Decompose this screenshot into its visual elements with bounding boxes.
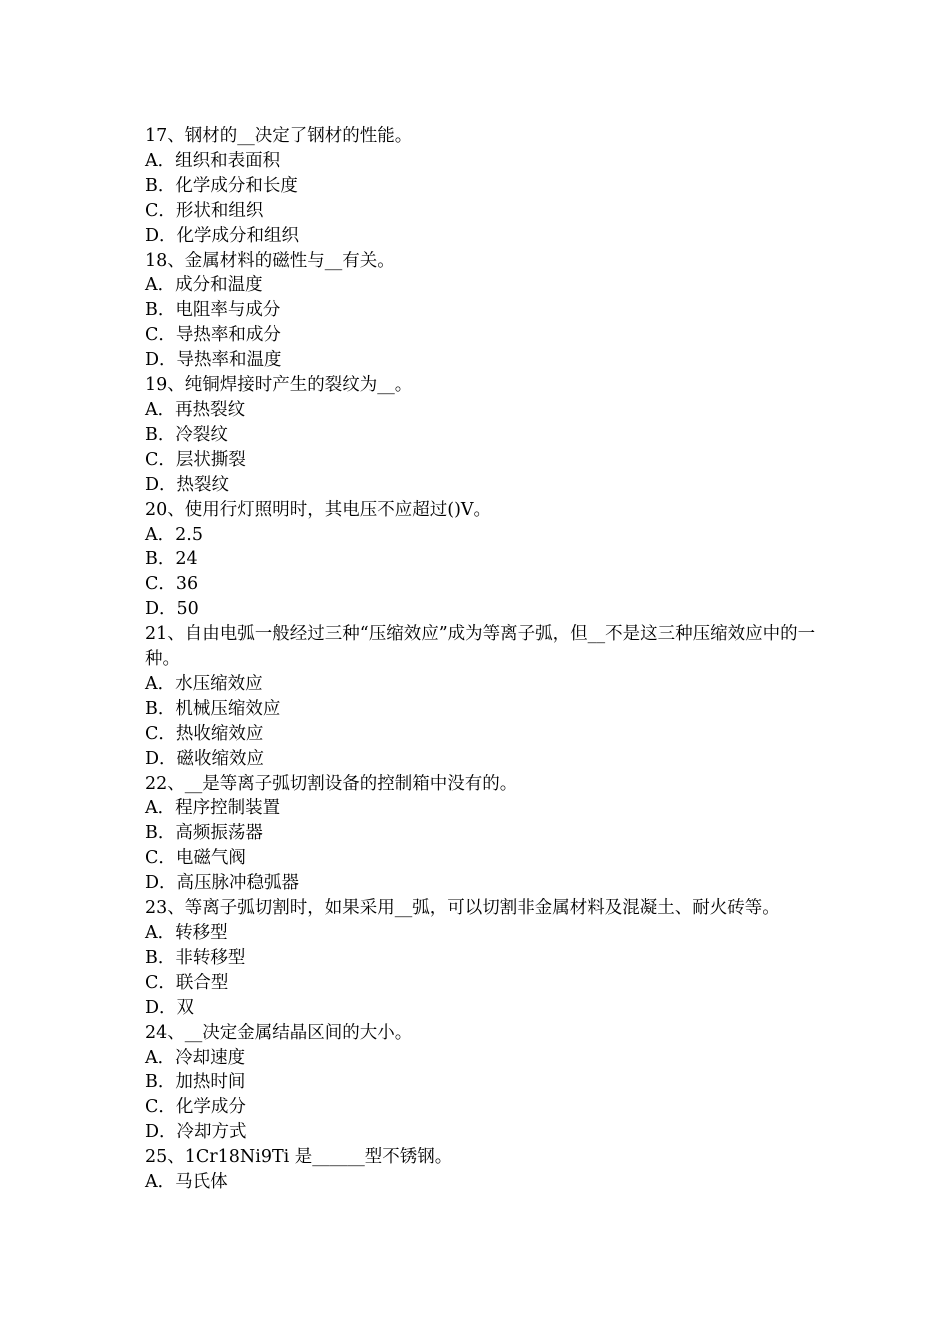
option-b [145, 697, 817, 722]
option-b [145, 547, 817, 572]
option-text: 化学成分 [175, 1097, 246, 1118]
option-text: 双 [176, 997, 195, 1018]
option-d [145, 473, 817, 498]
question-19 [145, 373, 817, 498]
option-a [145, 921, 817, 946]
question-21 [145, 622, 817, 771]
option-b [145, 1070, 817, 1095]
option-a [145, 273, 817, 298]
option-text: 层状撕裂 [175, 449, 246, 470]
option-letter: A． [145, 275, 176, 296]
option-c [145, 722, 817, 747]
option-text: 水压缩效应 [175, 673, 263, 694]
option-text: 24 [175, 549, 198, 570]
option-a [145, 398, 817, 423]
question-18 [145, 249, 817, 374]
question-list [145, 124, 817, 1195]
option-text: 成分和温度 [175, 275, 263, 296]
option-text: 机械压缩效应 [175, 698, 281, 719]
option-text: 2.5 [175, 524, 203, 545]
option-letter: B． [145, 698, 176, 719]
option-letter: C． [145, 1097, 176, 1118]
question-20 [145, 498, 817, 623]
option-d [145, 996, 817, 1021]
question-17 [145, 124, 817, 249]
option-text: 高频振荡器 [175, 823, 263, 844]
option-text: 组织和表面积 [175, 150, 281, 171]
option-text: 导热率和温度 [176, 350, 282, 371]
option-text: 热裂纹 [176, 474, 230, 495]
option-text: 联合型 [175, 972, 229, 993]
option-letter: B． [145, 549, 176, 570]
question-24 [145, 1021, 817, 1146]
option-c [145, 448, 817, 473]
option-text: 马氏体 [175, 1172, 228, 1193]
option-a [145, 1046, 817, 1071]
option-text: 化学成分和组织 [176, 225, 300, 246]
option-letter: B． [145, 175, 176, 196]
option-letter: A． [145, 150, 176, 171]
option-letter: D． [145, 1122, 177, 1143]
option-letter: D． [145, 599, 177, 620]
option-c [145, 1095, 817, 1120]
option-c [145, 323, 817, 348]
option-a [145, 149, 817, 174]
option-letter: A． [145, 673, 176, 694]
question-stem: 19、纯铜焊接时产生的裂纹为__。 [145, 375, 413, 396]
option-letter: C． [145, 449, 176, 470]
option-text: 程序控制装置 [175, 798, 281, 819]
option-letter: A． [145, 524, 176, 545]
option-c [145, 572, 817, 597]
option-d [145, 348, 817, 373]
question-stem: 24、__决定金属结晶区间的大小。 [145, 1022, 413, 1043]
option-text: 高压脉冲稳弧器 [176, 873, 300, 894]
option-b [145, 423, 817, 448]
option-letter: A． [145, 399, 176, 420]
option-text: 形状和组织 [175, 200, 264, 221]
option-b [145, 298, 817, 323]
option-a [145, 523, 817, 548]
option-letter: A． [145, 1172, 176, 1193]
option-c [145, 846, 817, 871]
option-text: 热收缩效应 [175, 723, 264, 744]
question-stem: 25、1Cr18Ni9Ti 是______型不锈钢。 [145, 1147, 453, 1168]
question-23 [145, 896, 817, 1021]
option-text: 冷却速度 [175, 1047, 246, 1068]
option-d [145, 597, 817, 622]
option-letter: B． [145, 1072, 176, 1093]
option-text: 36 [175, 574, 199, 595]
option-letter: D． [145, 748, 177, 769]
option-d [145, 747, 817, 772]
option-b [145, 821, 817, 846]
question-25 [145, 1145, 817, 1195]
option-a [145, 796, 817, 821]
option-letter: C． [145, 325, 176, 346]
option-b [145, 946, 817, 971]
option-c [145, 199, 817, 224]
option-text: 电阻率与成分 [175, 300, 281, 321]
option-a [145, 1170, 817, 1195]
question-22 [145, 772, 817, 897]
option-letter: C． [145, 200, 176, 221]
option-text: 磁收缩效应 [176, 748, 265, 769]
option-letter: A． [145, 1047, 176, 1068]
option-text: 转移型 [175, 923, 228, 943]
option-text: 50 [176, 599, 199, 620]
option-text: 冷却方式 [176, 1122, 247, 1143]
option-text: 再热裂纹 [175, 399, 246, 420]
option-text: 导热率和成分 [175, 325, 281, 346]
option-a [145, 672, 817, 697]
option-letter: D． [145, 474, 177, 495]
option-letter: B． [145, 947, 176, 968]
option-letter: A． [145, 798, 176, 819]
question-stem: 18、金属材料的磁性与__有关。 [145, 250, 395, 271]
question-stem: 21、自由电弧一般经过三种“压缩效应”成为等离子弧，但__不是这三种压缩效应中的一种。 [145, 624, 816, 670]
option-text: 电磁气阀 [175, 848, 246, 869]
option-letter: B． [145, 823, 176, 844]
option-letter: A． [145, 923, 176, 943]
option-d [145, 224, 817, 249]
question-stem: 17、钢材的__决定了钢材的性能。 [145, 126, 413, 146]
option-letter: D． [145, 350, 177, 371]
option-d [145, 871, 817, 896]
option-text: 冷裂纹 [175, 424, 228, 445]
option-letter: C． [145, 574, 176, 595]
option-letter: C． [145, 723, 176, 744]
question-stem: 22、__是等离子弧切割设备的控制箱中没有的。 [145, 773, 518, 794]
option-text: 化学成分和长度 [175, 175, 298, 196]
option-letter: D． [145, 873, 177, 894]
option-c [145, 971, 817, 996]
option-d [145, 1120, 817, 1145]
option-letter: C． [145, 972, 176, 993]
question-stem: 23、等离子弧切割时，如果采用__弧，可以切割非金属材料及混凝土、耐火砖等。 [145, 898, 780, 919]
option-letter: B． [145, 424, 176, 445]
option-letter: B． [145, 300, 176, 321]
option-letter: D． [145, 997, 177, 1018]
question-stem: 20、使用行灯照明时，其电压不应超过()V。 [145, 499, 492, 520]
option-b [145, 174, 817, 199]
option-text: 非转移型 [175, 947, 246, 968]
option-letter: D． [145, 225, 177, 246]
option-text: 加热时间 [175, 1072, 246, 1093]
option-letter: C． [145, 848, 176, 869]
